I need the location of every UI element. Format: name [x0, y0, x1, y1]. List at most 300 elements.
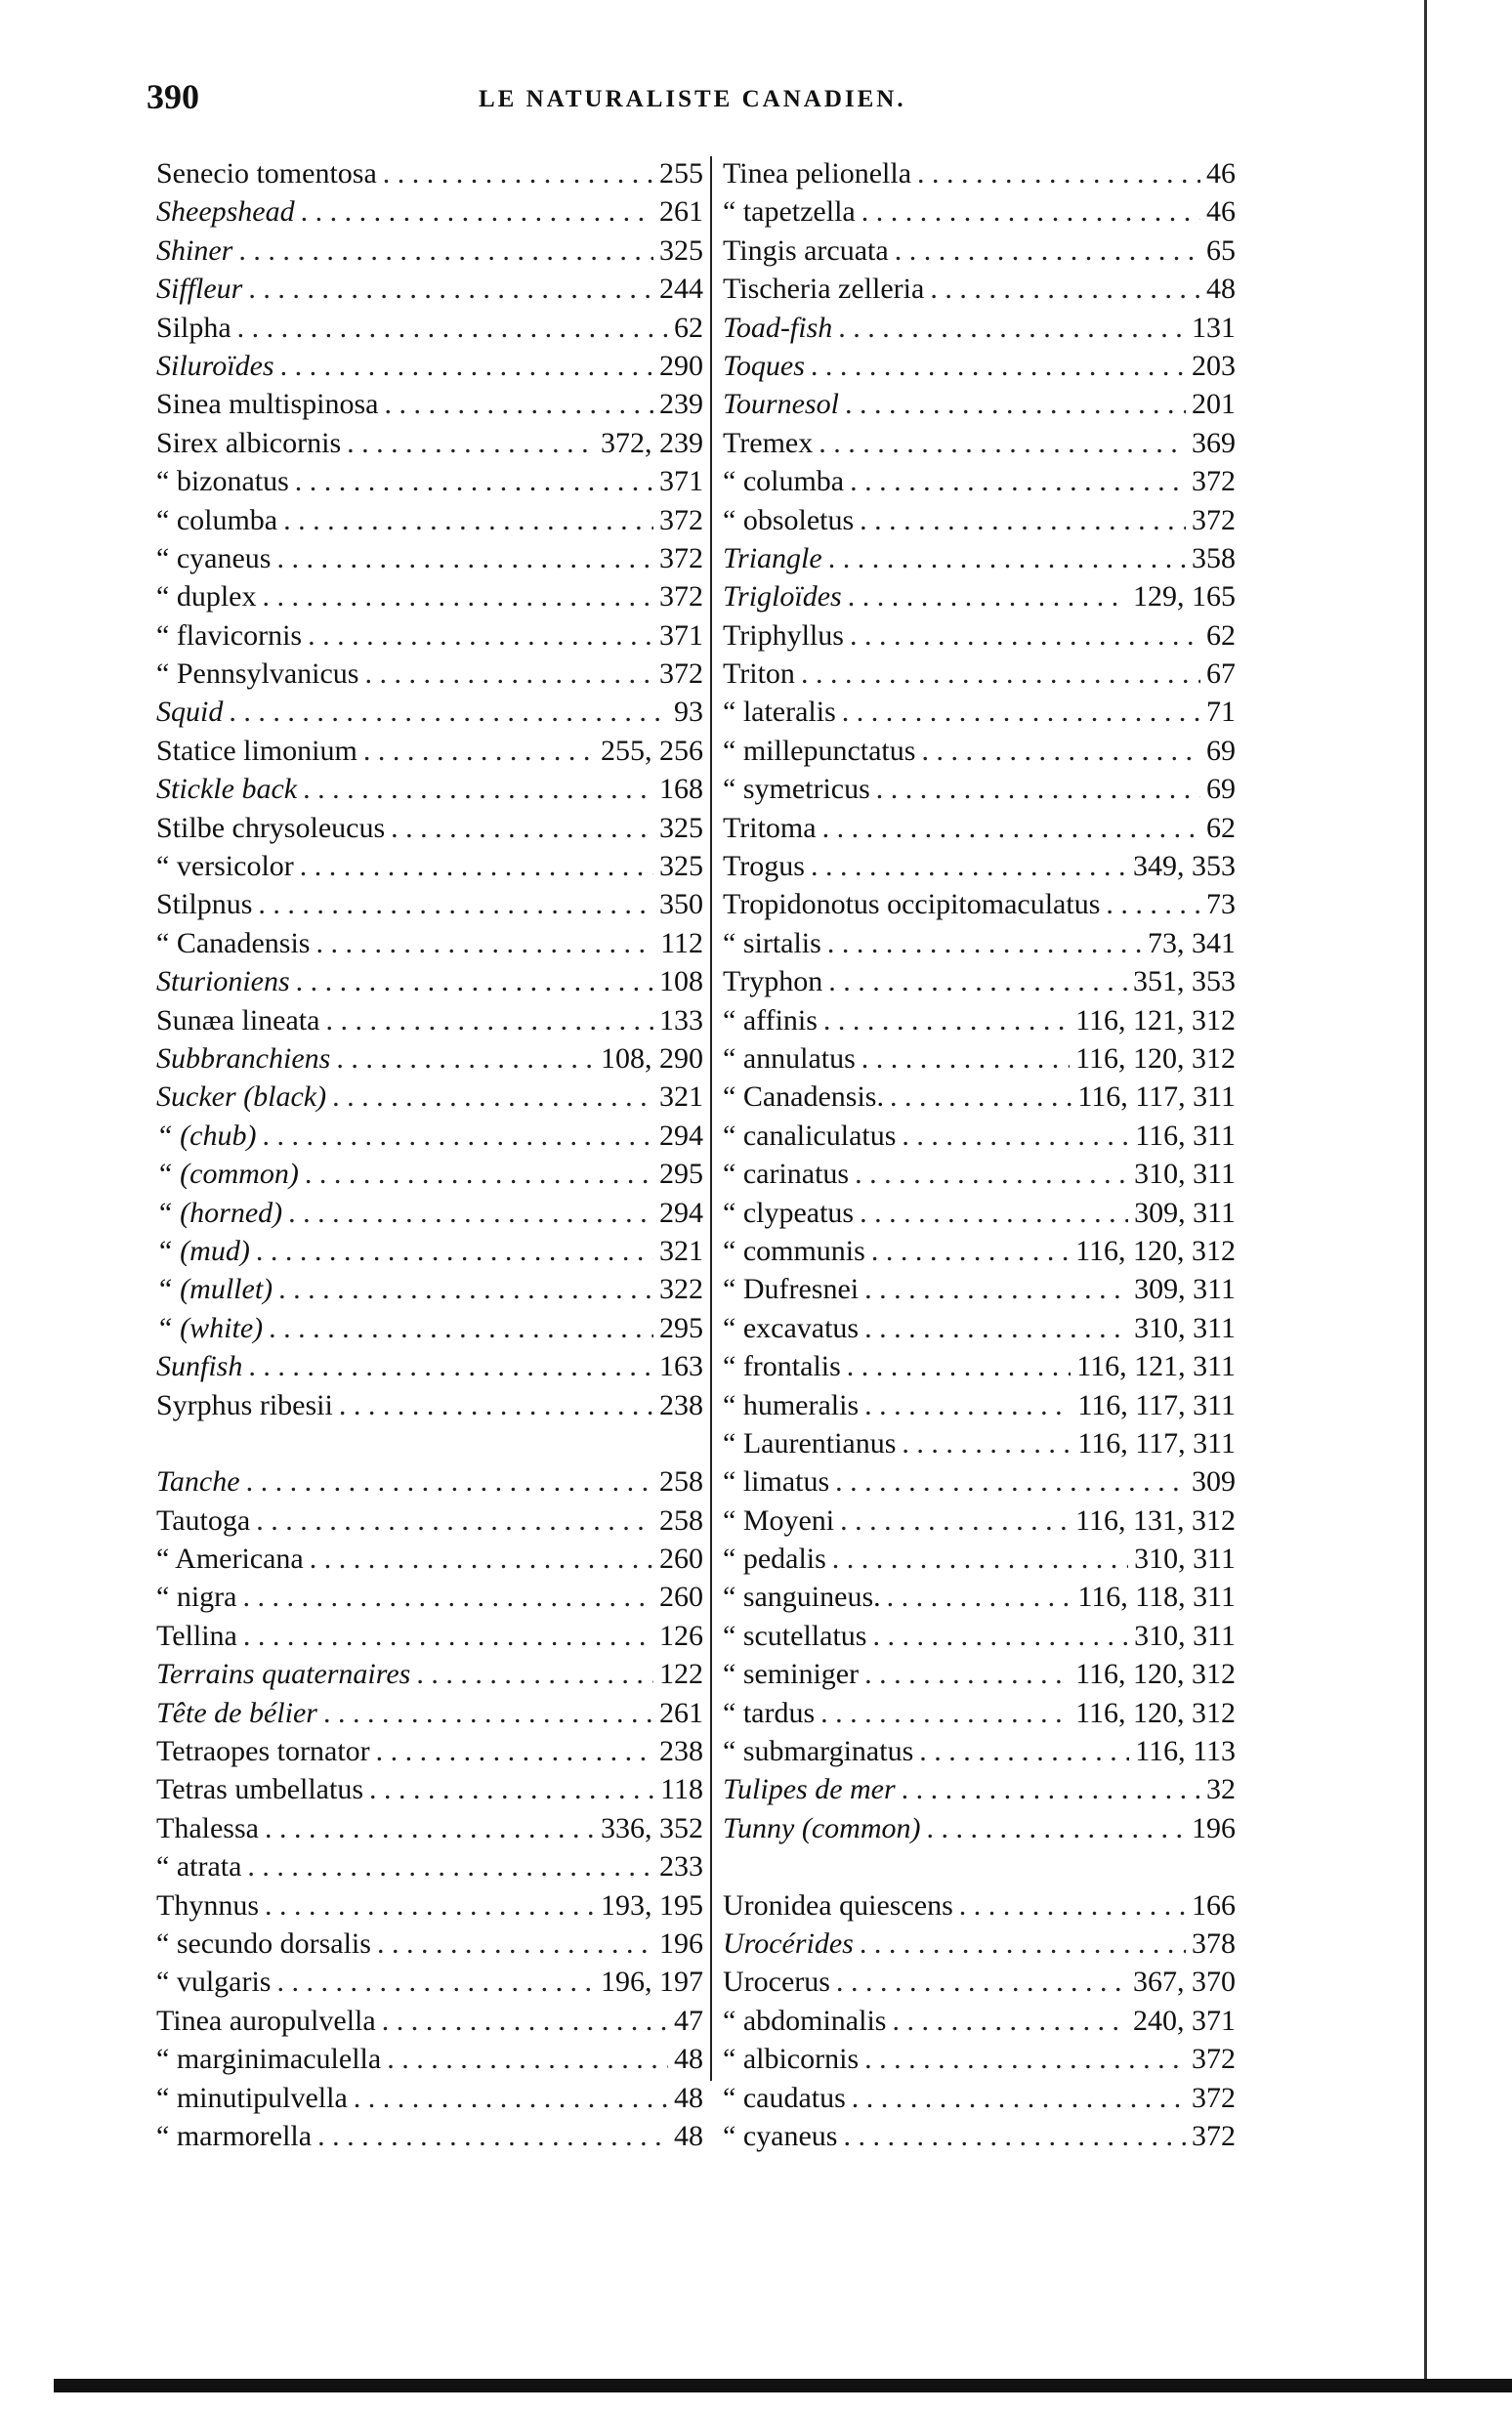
dot-leader: [850, 616, 1200, 655]
entry-pages: 238: [659, 1735, 703, 1768]
entry-pages: 93: [674, 696, 703, 729]
entry-pages: 258: [659, 1503, 703, 1537]
entry-term: “ cyaneus: [723, 2119, 838, 2152]
dot-leader: [828, 962, 1127, 1000]
index-entry: [156, 577, 703, 615]
index-entry: [156, 1886, 703, 1925]
dot-leader: [811, 347, 1186, 385]
entry-term: Syrphus ribesii: [156, 1388, 333, 1421]
index-entry: [723, 1732, 1236, 1770]
index-column-right: [723, 154, 1236, 2155]
entry-pages: 71: [1206, 696, 1236, 729]
index-entry: [723, 885, 1236, 923]
dot-leader: [887, 1578, 1072, 1616]
entry-pages: 118: [660, 1773, 703, 1806]
index-entry: [723, 1809, 1236, 1847]
entry-term: Tetraopes tornator: [156, 1735, 370, 1768]
dot-leader: [828, 539, 1186, 577]
dot-leader: [902, 1770, 1200, 1808]
entry-pages: 349, 353: [1133, 850, 1236, 883]
entry-pages: 122: [659, 1658, 703, 1691]
index-entry: [723, 462, 1236, 500]
entry-term: “ pedalis: [723, 1543, 826, 1576]
entry-term: “ Americana: [156, 1543, 304, 1576]
entry-term: “ Canadensis: [156, 926, 311, 959]
index-entry: [723, 501, 1236, 539]
entry-term: Tetras umbellatus: [156, 1773, 364, 1806]
entry-pages: 67: [1206, 657, 1236, 691]
entry-term: Shiner: [156, 233, 233, 267]
entry-term: “ millepunctatus: [723, 734, 916, 767]
entry-term: Tremex: [723, 426, 814, 459]
entry-term: Sucker (black): [156, 1080, 327, 1114]
entry-pages: 239: [659, 388, 703, 421]
entry-term: “ tapetzella: [723, 195, 856, 229]
entry-pages: 372: [1192, 2081, 1236, 2114]
entry-pages: 358: [1192, 541, 1236, 574]
entry-pages: 372: [1192, 503, 1236, 536]
dot-leader: [822, 809, 1200, 847]
dot-leader: [265, 1886, 595, 1925]
entry-term: Tinea auropulvella: [156, 2004, 376, 2037]
entry-pages: 369: [1192, 426, 1236, 459]
index-entry: [156, 809, 703, 847]
index-entry: [723, 1386, 1236, 1424]
entry-pages: 116, 121, 312: [1075, 1003, 1236, 1037]
index-entry: [723, 962, 1236, 1000]
entry-term: Tête de bélier: [156, 1696, 317, 1729]
index-entry: [156, 1540, 703, 1578]
entry-term: “ obsoletus: [723, 503, 855, 536]
entry-pages: 295: [659, 1158, 703, 1191]
dot-leader: [310, 1540, 653, 1578]
index-entry: [156, 2117, 703, 2155]
entry-pages: 69: [1206, 773, 1236, 806]
entry-pages: 378: [1192, 1926, 1236, 1960]
entry-pages: 116, 120, 312: [1075, 1696, 1236, 1729]
dot-leader: [860, 1194, 1128, 1232]
index-entry: [723, 1078, 1236, 1116]
dot-leader: [385, 385, 654, 423]
entry-pages: 46: [1206, 157, 1236, 190]
entry-pages: 116, 311: [1135, 1119, 1236, 1152]
entry-pages: 372: [1192, 2119, 1236, 2152]
dot-leader: [278, 1270, 653, 1308]
entry-term: “ lateralis: [723, 696, 836, 729]
dot-leader: [288, 1194, 653, 1232]
dot-leader: [258, 885, 653, 923]
index-entry: [723, 1232, 1236, 1270]
entry-term: Tunny (common): [723, 1811, 921, 1844]
entry-term: “ submarginatus: [723, 1735, 914, 1768]
entry-term: Toad-fish: [723, 311, 833, 344]
index-entry: [156, 1155, 703, 1193]
index-entry: [723, 1655, 1236, 1693]
entry-pages: 69: [1206, 734, 1236, 767]
entry-pages: 48: [674, 2081, 703, 2114]
entry-term: “ humeralis: [723, 1388, 860, 1421]
entry-pages: 325: [659, 811, 703, 844]
index-entry: [723, 1270, 1236, 1308]
entry-term: Sturioniens: [156, 965, 290, 998]
entry-term: Trogus: [723, 850, 805, 883]
dot-leader: [850, 462, 1186, 500]
dot-leader: [376, 1732, 653, 1770]
index-entry: [723, 809, 1236, 847]
index-entry: [723, 1424, 1236, 1462]
entry-term: Tellina: [156, 1619, 237, 1652]
entry-pages: 336, 352: [601, 1811, 703, 1844]
dot-leader: [323, 1694, 653, 1732]
dot-leader: [276, 539, 653, 577]
dot-leader: [387, 2040, 668, 2078]
entry-term: “ albicornis: [723, 2043, 860, 2076]
index-entry: [156, 385, 703, 423]
dot-leader: [845, 385, 1186, 423]
entry-pages: 196, 197: [601, 1966, 703, 1999]
entry-term: Sheepshead: [156, 195, 295, 229]
dot-leader: [930, 270, 1200, 308]
entry-pages: 351, 353: [1133, 965, 1236, 998]
index-entry: [723, 577, 1236, 615]
dot-leader: [842, 693, 1200, 731]
dot-leader: [836, 1963, 1127, 2001]
index-entry: [156, 2002, 703, 2040]
entry-pages: 116, 117, 311: [1077, 1080, 1236, 1114]
entry-term: Toques: [723, 349, 805, 382]
entry-term: Sunfish: [156, 1350, 243, 1383]
index-entry: [156, 847, 703, 885]
entry-term: Sinea multispinosa: [156, 388, 379, 421]
index-column-left: [156, 154, 703, 2155]
entry-term: Sirex albicornis: [156, 426, 342, 459]
index-entry: [156, 2040, 703, 2078]
entry-pages: 372: [659, 503, 703, 536]
index-entry: [723, 1309, 1236, 1347]
index-entry: [156, 347, 703, 385]
entry-pages: 116, 120, 312: [1075, 1658, 1236, 1691]
index-entry: [156, 1347, 703, 1385]
dot-leader: [820, 1694, 1070, 1732]
dot-leader: [262, 577, 653, 615]
entry-pages: 116, 131, 312: [1075, 1503, 1236, 1537]
entry-pages: 131: [1192, 311, 1236, 344]
dot-leader: [838, 309, 1186, 347]
entry-pages: 325: [659, 233, 703, 267]
dot-leader: [265, 1809, 595, 1847]
entry-term: “ secundo dorsalis: [156, 1926, 371, 1960]
entry-pages: 116, 117, 311: [1077, 1426, 1236, 1460]
dot-leader: [860, 1925, 1186, 1963]
entry-term: Triton: [723, 657, 795, 691]
entry-term: Senecio tomentosa: [156, 157, 377, 190]
dot-leader: [864, 2040, 1186, 2078]
entry-term: “ columba: [723, 465, 845, 498]
entry-term: Uronidea quiescens: [723, 1888, 953, 1922]
entry-pages: 310, 311: [1134, 1158, 1236, 1191]
index-entry: [156, 424, 703, 462]
entry-term: Stilbe chrysoleucus: [156, 811, 386, 844]
entry-pages: 238: [659, 1388, 703, 1421]
dot-leader: [276, 1963, 595, 2001]
dot-leader: [876, 770, 1200, 808]
entry-term: “ canaliculatus: [723, 1119, 897, 1152]
dot-leader: [890, 1078, 1071, 1116]
index-entry: [156, 1809, 703, 1847]
index-entry: [723, 1039, 1236, 1078]
entry-term: “ Canadensis.: [723, 1080, 884, 1114]
entry-term: “ (mullet): [156, 1273, 273, 1306]
index-entry: [156, 1232, 703, 1270]
entry-pages: 310, 311: [1134, 1619, 1236, 1652]
dot-leader: [363, 732, 595, 770]
entry-term: Statice limonium: [156, 734, 357, 767]
entry-pages: 372, 239: [601, 426, 703, 459]
entry-term: Thalessa: [156, 1811, 259, 1844]
dot-leader: [917, 154, 1200, 192]
entry-term: “ clypeatus: [723, 1196, 855, 1229]
entry-term: “ sanguineus.: [723, 1581, 881, 1614]
index-entry: [156, 732, 703, 770]
dot-leader: [242, 1578, 653, 1616]
entry-pages: 112: [660, 926, 703, 959]
index-entry: [723, 732, 1236, 770]
dot-leader: [416, 1655, 653, 1693]
dot-leader: [871, 1232, 1070, 1270]
entry-term: “ tardus: [723, 1696, 816, 1729]
entry-pages: 32: [1206, 1773, 1236, 1806]
dot-leader: [895, 232, 1200, 270]
index-entry: [723, 192, 1236, 231]
dot-leader: [926, 1809, 1186, 1847]
index-entry: [723, 655, 1236, 693]
index-entry: [723, 1770, 1236, 1808]
entry-term: “ affinis: [723, 1003, 818, 1037]
index-entry: [156, 2079, 703, 2117]
index-entry: [723, 1540, 1236, 1578]
entry-term: Stickle back: [156, 773, 298, 806]
entry-term: Squid: [156, 696, 224, 729]
entry-pages: 295: [659, 1311, 703, 1344]
dot-leader: [852, 2079, 1186, 2117]
entry-pages: 325: [659, 850, 703, 883]
dot-leader: [332, 1078, 653, 1116]
index-entry: [156, 616, 703, 655]
index-entry: [723, 693, 1236, 731]
dot-leader: [861, 1039, 1070, 1078]
entry-term: Tryphon: [723, 965, 823, 998]
entry-term: “ minutipulvella: [156, 2081, 348, 2114]
entry-pages: 260: [659, 1581, 703, 1614]
entry-pages: 116, 117, 311: [1077, 1388, 1236, 1421]
dot-leader: [248, 270, 653, 308]
dot-leader: [303, 770, 653, 808]
index-entry: [156, 1770, 703, 1808]
entry-pages: 233: [659, 1850, 703, 1883]
entry-pages: 294: [659, 1196, 703, 1229]
page-number: 390: [147, 77, 199, 116]
entry-pages: 240, 371: [1133, 2004, 1236, 2037]
dot-leader: [296, 962, 653, 1000]
entry-term: Siffleur: [156, 273, 243, 306]
entry-pages: 116, 120, 312: [1075, 1041, 1236, 1075]
index-entry: [723, 1155, 1236, 1193]
dot-leader: [295, 462, 653, 500]
entry-pages: 196: [659, 1926, 703, 1960]
entry-pages: 133: [659, 1003, 703, 1037]
dot-leader: [919, 1732, 1129, 1770]
entry-pages: 261: [659, 195, 703, 229]
dot-leader: [832, 1540, 1128, 1578]
index-entry: [156, 1309, 703, 1347]
dot-leader: [801, 655, 1200, 693]
dot-leader: [248, 1347, 653, 1385]
entry-pages: 371: [659, 465, 703, 498]
index-entry: [156, 1424, 703, 1462]
entry-pages: 73, 341: [1148, 926, 1236, 959]
index-entry: [723, 616, 1236, 655]
entry-term: “ carinatus: [723, 1158, 850, 1191]
index-entry: [723, 424, 1236, 462]
entry-pages: 310, 311: [1134, 1311, 1236, 1344]
entry-term: “ excavatus: [723, 1311, 860, 1344]
index-entry: [723, 924, 1236, 962]
index-entry: [156, 539, 703, 577]
dot-leader: [848, 577, 1127, 615]
index-entry: [723, 309, 1236, 347]
index-entry: [723, 2117, 1236, 2155]
index-entry: [723, 1694, 1236, 1732]
entry-term: Triphyllus: [723, 618, 844, 652]
entry-term: “ seminiger: [723, 1658, 860, 1691]
index-entry: [723, 270, 1236, 308]
index-entry: [156, 309, 703, 347]
entry-term: Thynnus: [156, 1888, 259, 1922]
dot-leader: [811, 847, 1127, 885]
entry-pages: 309, 311: [1134, 1273, 1236, 1306]
dot-leader: [317, 2117, 668, 2155]
index-entry: [723, 539, 1236, 577]
dot-leader: [269, 1309, 653, 1347]
entry-pages: 116, 120, 312: [1075, 1234, 1236, 1267]
entry-pages: 65: [1206, 233, 1236, 267]
page-header: [147, 76, 1260, 125]
index-entry: [156, 462, 703, 500]
dot-leader: [855, 1155, 1128, 1193]
entry-pages: 372: [1192, 2043, 1236, 2076]
dot-leader: [864, 1386, 1071, 1424]
entry-term: “ annulatus: [723, 1041, 856, 1075]
entry-pages: 372: [659, 580, 703, 614]
entry-term: Tautoga: [156, 1503, 251, 1537]
index-entry: [156, 1694, 703, 1732]
entry-pages: 294: [659, 1119, 703, 1152]
dot-leader: [364, 655, 653, 693]
index-entry: [156, 1386, 703, 1424]
entry-term: “ nigra: [156, 1581, 237, 1614]
index-entry: [156, 1502, 703, 1540]
entry-term: “ communis: [723, 1234, 865, 1267]
entry-pages: 309: [1192, 1465, 1236, 1499]
index-entry: [723, 1001, 1236, 1039]
index-entry: [723, 347, 1236, 385]
dot-leader: [246, 1462, 653, 1501]
index-entry: [156, 693, 703, 731]
entry-term: Triangle: [723, 541, 822, 574]
dot-leader: [256, 1502, 653, 1540]
entry-term: “ atrata: [156, 1850, 242, 1883]
dot-leader: [305, 1155, 653, 1193]
entry-term: “ versicolor: [156, 850, 294, 883]
dot-leader: [860, 501, 1186, 539]
entry-term: “ flavicornis: [156, 618, 303, 652]
dot-leader: [300, 847, 653, 885]
index-entry: [156, 1001, 703, 1039]
index-entry: [723, 1502, 1236, 1540]
index-entry: [156, 1194, 703, 1232]
dot-leader: [280, 347, 653, 385]
entry-term: “ caudatus: [723, 2081, 846, 2114]
entry-term: “ Pennsylvanicus: [156, 657, 359, 691]
dot-leader: [843, 2117, 1186, 2155]
index-entry: [156, 1617, 703, 1655]
dot-leader: [339, 1386, 653, 1424]
dot-leader: [864, 1309, 1128, 1347]
index-entry: [156, 962, 703, 1000]
dot-leader: [892, 2002, 1127, 2040]
entry-term: Tournesol: [723, 388, 839, 421]
dot-leader: [301, 192, 653, 231]
index-entry: [723, 1194, 1236, 1232]
entry-pages: 321: [659, 1080, 703, 1114]
index-entry: [156, 232, 703, 270]
dot-leader: [238, 232, 653, 270]
entry-term: Trigloïdes: [723, 580, 842, 614]
index-entry: [723, 1617, 1236, 1655]
entry-pages: 46: [1206, 195, 1236, 229]
entry-pages: 372: [659, 541, 703, 574]
dot-leader: [827, 924, 1142, 962]
entry-term: Siluroïdes: [156, 349, 274, 382]
index-entry: [723, 2002, 1236, 2040]
dot-leader: [921, 732, 1200, 770]
entry-pages: 203: [1192, 349, 1236, 382]
index-entry: [156, 1078, 703, 1116]
entry-term: Sunæa lineata: [156, 1003, 320, 1037]
entry-pages: 322: [659, 1273, 703, 1306]
entry-pages: 163: [659, 1350, 703, 1383]
index-entry: [723, 1578, 1236, 1616]
index-entry: [156, 1963, 703, 2001]
entry-term: “ cyaneus: [156, 541, 272, 574]
entry-term: Tinea pelionella: [723, 157, 912, 190]
entry-term: “ columba: [156, 503, 278, 536]
running-title: LE NATURALISTE CANADIEN.: [479, 86, 906, 112]
entry-term: “ Moyeni: [723, 1503, 835, 1537]
entry-term: “ sirtalis: [723, 926, 821, 959]
index-entry: [156, 1732, 703, 1770]
dot-leader: [864, 1270, 1128, 1308]
index-entry: [723, 1963, 1236, 2001]
entry-pages: 371: [659, 618, 703, 652]
entry-pages: 201: [1192, 388, 1236, 421]
entry-term: Urocerus: [723, 1966, 830, 1999]
dot-leader: [902, 1117, 1129, 1155]
entry-term: Stilpnus: [156, 888, 253, 921]
entry-pages: 48: [674, 2043, 703, 2076]
index-entry: [723, 770, 1236, 808]
entry-pages: 372: [659, 657, 703, 691]
